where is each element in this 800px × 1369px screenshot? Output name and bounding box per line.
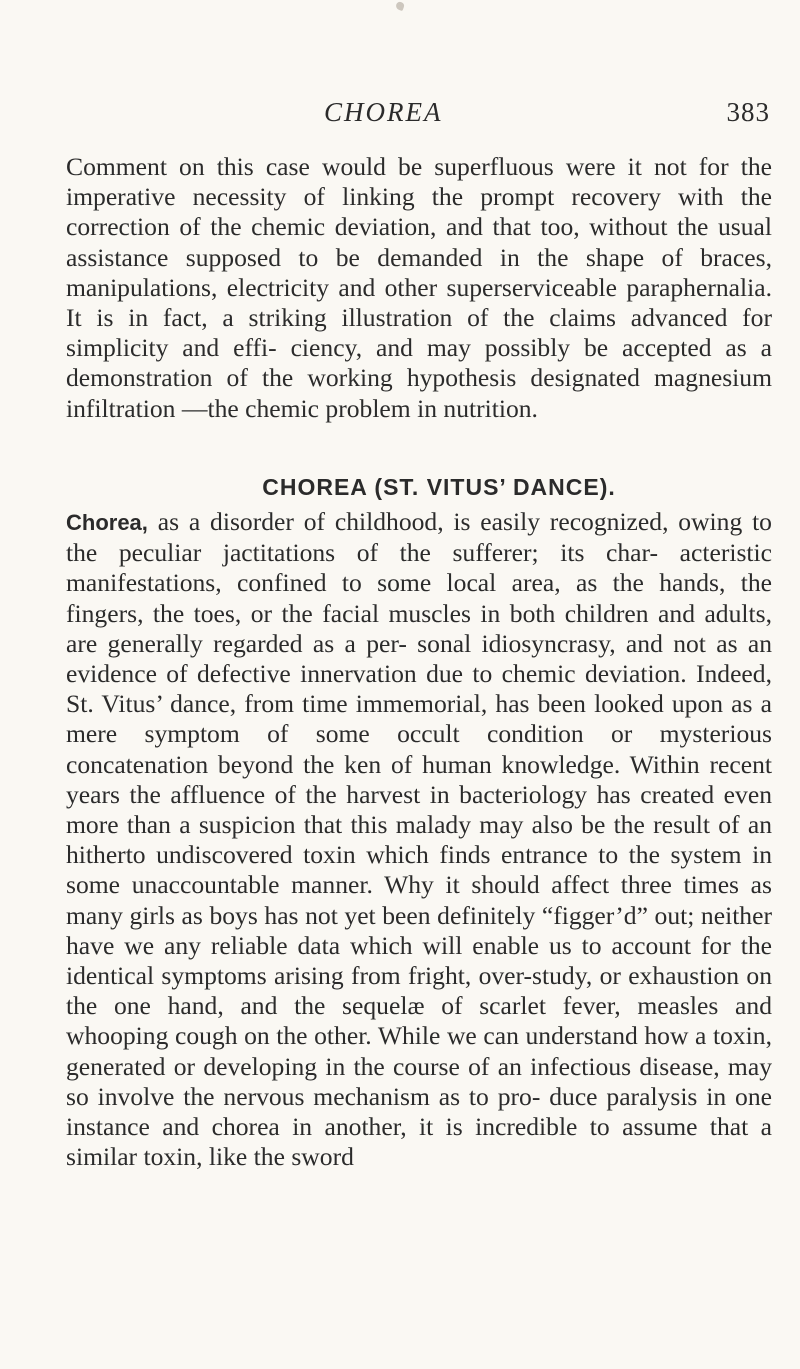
paragraph-chorea bbox=[66, 507, 772, 1172]
running-title: CHOREA bbox=[324, 97, 443, 127]
running-head bbox=[66, 97, 772, 137]
section-heading: CHOREA (ST. VITUS’ DANCE). bbox=[262, 474, 616, 500]
lead-word: Chorea, bbox=[66, 510, 148, 535]
paragraph-comment: Comment on this case would be superfluous were it not for the imperative necessity of linking the prompt recovery with the correction of the chemic deviation, and that too, without the usual assistance supposed to be demanded in the shape of braces, manipulations, electricity and other superserviceable paraphernalia. It is in fact, a striking illustration of the claims advanced for simplicity and effi- ciency, and may possibly be accepted as a demonstration of the working hypothesis designated magnesium infiltration —the chemic problem in nutrition. bbox=[66, 152, 772, 423]
paragraph-chorea-body: as a disorder of childhood, is easily recognized, owing to the peculiar jactitations of the sufferer; its char- acteristic manifestations, confined to some local area, as the hands, the fingers, the toes, or the facial muscles in both children and adults, are generally regarded as a per- sonal idiosyncrasy, and not as an evidence of defective innervation due to chemic deviation. Indeed, St. Vitus’ dance, from time immemorial, has been looked upon as a mere symptom of some occult condition or mysterious concatenation beyond the ken of human knowledge. Within recent years the affluence of the harvest in bacteriology has created even more than a suspicion that this malady may also be the result of an hitherto undiscovered toxin which finds entrance to the system in some unaccountable manner. Why it should affect three times as many girls as boys has not yet been definitely “figger’d” out; neither have we any reliable data which will enable us to account for the identical symptoms arising from fright, over-study, or exhaustion on the one hand, and the sequelæ of scarlet fever, measles and whooping cough on the other. While we can understand how a toxin, generated or developing in the course of an infectious disease, may so involve the nervous mechanism as to pro- duce paralysis in one instance and chorea in another, it is incredible to assume that a similar toxin, like the sword bbox=[66, 507, 772, 1172]
page-number: 383 bbox=[726, 97, 770, 127]
book-page bbox=[66, 0, 772, 1369]
